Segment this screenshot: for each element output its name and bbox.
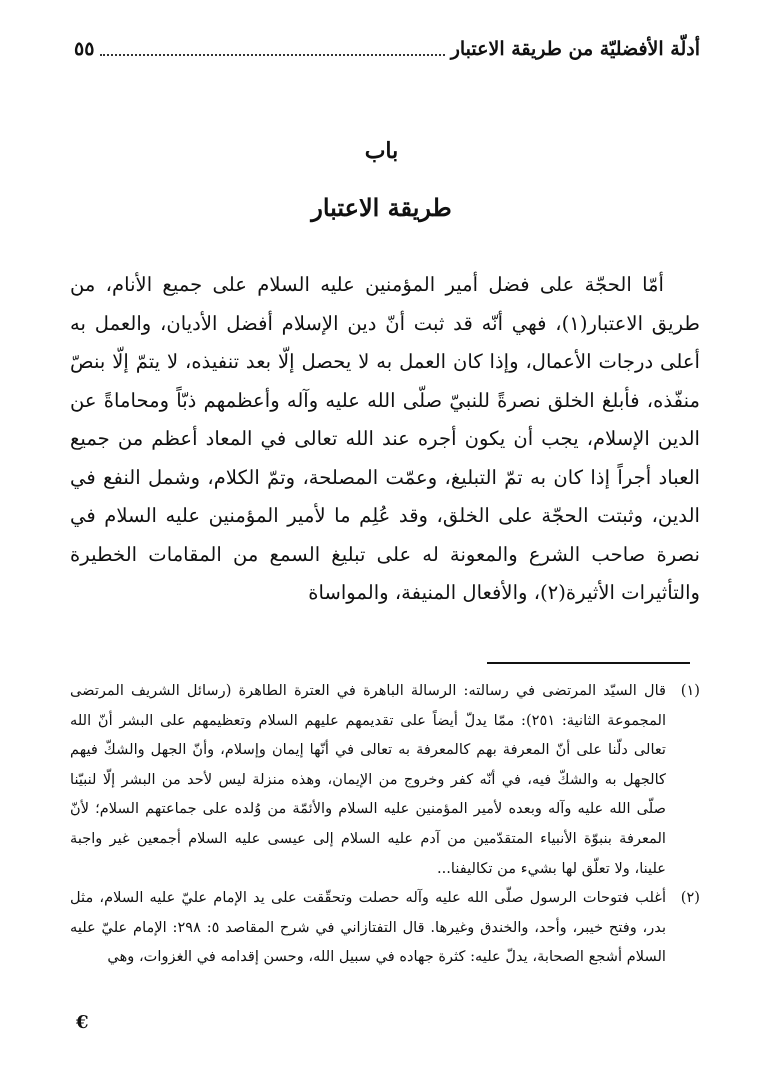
footnote-number: (٢)	[680, 889, 700, 907]
footnote-2	[70, 883, 700, 972]
running-header-title: أدلّة الأفضليّة من طريقة الاعتبار	[450, 38, 700, 60]
chapter-label: باب	[364, 138, 399, 164]
footnote-text: أغلب فتوحات الرسول صلّى الله عليه وآله حصلت وتحقّقت على يد الإمام عليّ عليه السلام، مثل بدر، وفتح خيبر، وأحد، والخندق وغيرها. قال التفتازاني في شرح المقاصد ٥: ٢٩٨: الإمام عليّ عليه السلام أشجع الصحابة، يدلّ عليه: كثرة جهاده في سبيل الله، وحسن إقدامه في الغزوات، وهي	[70, 889, 667, 966]
continuation-mark-icon: €	[76, 1012, 89, 1033]
main-text	[70, 266, 700, 613]
footnote-separator	[487, 662, 690, 664]
header-leader-dots	[100, 42, 444, 56]
chapter-title: طريقة الاعتبار	[311, 193, 452, 222]
main-paragraph: أمّا الحجّة على فضل أمير المؤمنين عليه السلام على جميع الأنام، من طريق الاعتبار(١)، فهي أنّه قد ثبت أنّ دين الإسلام أفضل الأديان، والعمل به أعلى درجات الأعمال، وإذا كان العمل به لا يحصل إلّا بعد تنفيذه، لا يتمّ إلّا بنصّ منفّذه، فأبلغ الخلق نصرةً للنبيّ صلّى الله عليه وآله وأعظمهم ذبّاً ومحاماةً عن الدين الإسلام، يجب أن يكون أجره عند الله تعالى في المعاد أعظم من جميع العباد أجراً إذا كان به تمّ التبليغ، وعمّت المصلحة، وتمّ الكلام، وشمل النفع في الدين، وثبتت الحجّة على الخلق، وقد عُلِم ما لأمير المؤمنين عليه السلام في نصرة صاحب الشرع والمعونة له على تبليغ السمع من المقامات الخطيرة والتأثيرات الأثيرة(٢)، والأفعال المنيفة، والمواساة	[70, 273, 701, 604]
running-header	[74, 34, 700, 64]
footnotes	[70, 676, 700, 972]
footnote-1	[70, 676, 700, 883]
footnote-number: (١)	[680, 682, 700, 699]
footnote-text: قال السيّد المرتضى في رسالته: الرسالة الباهرة في العترة الطاهرة (رسائل الشريف المرتضى المجموعة الثانية: ٢٥١): ممّا يدلّ أيضاً على تقديمهم عليهم السلام وتعظيمهم على البشر أنّ الله تعالى دلّنا على أنّ المعرفة بهم كالمعرفة به تعالى في أنّها إيمان وإسلام، وأنّ الجهل والشكّ فيهم كالجهل به والشكّ فيه، في أنّه كفر وخروج من الإيمان، وهذه منزلة ليس لأحد من البشر إلّا لنبيّنا صلّى الله عليه وآله وبعده لأمير المؤمنين عليه السلام والأئمّة من وُلده على جماعتهم السلام؛ لأنّ المعرفة بنبوّة الأنبياء المتقدّمين من آدم عليه السلام إلى عيسى عليه السلام أجمعين غير واجبة علينا، ولا تعلّق لها بشيء من تكاليفنا...	[70, 682, 667, 877]
page-number: ٥٥	[74, 38, 95, 60]
